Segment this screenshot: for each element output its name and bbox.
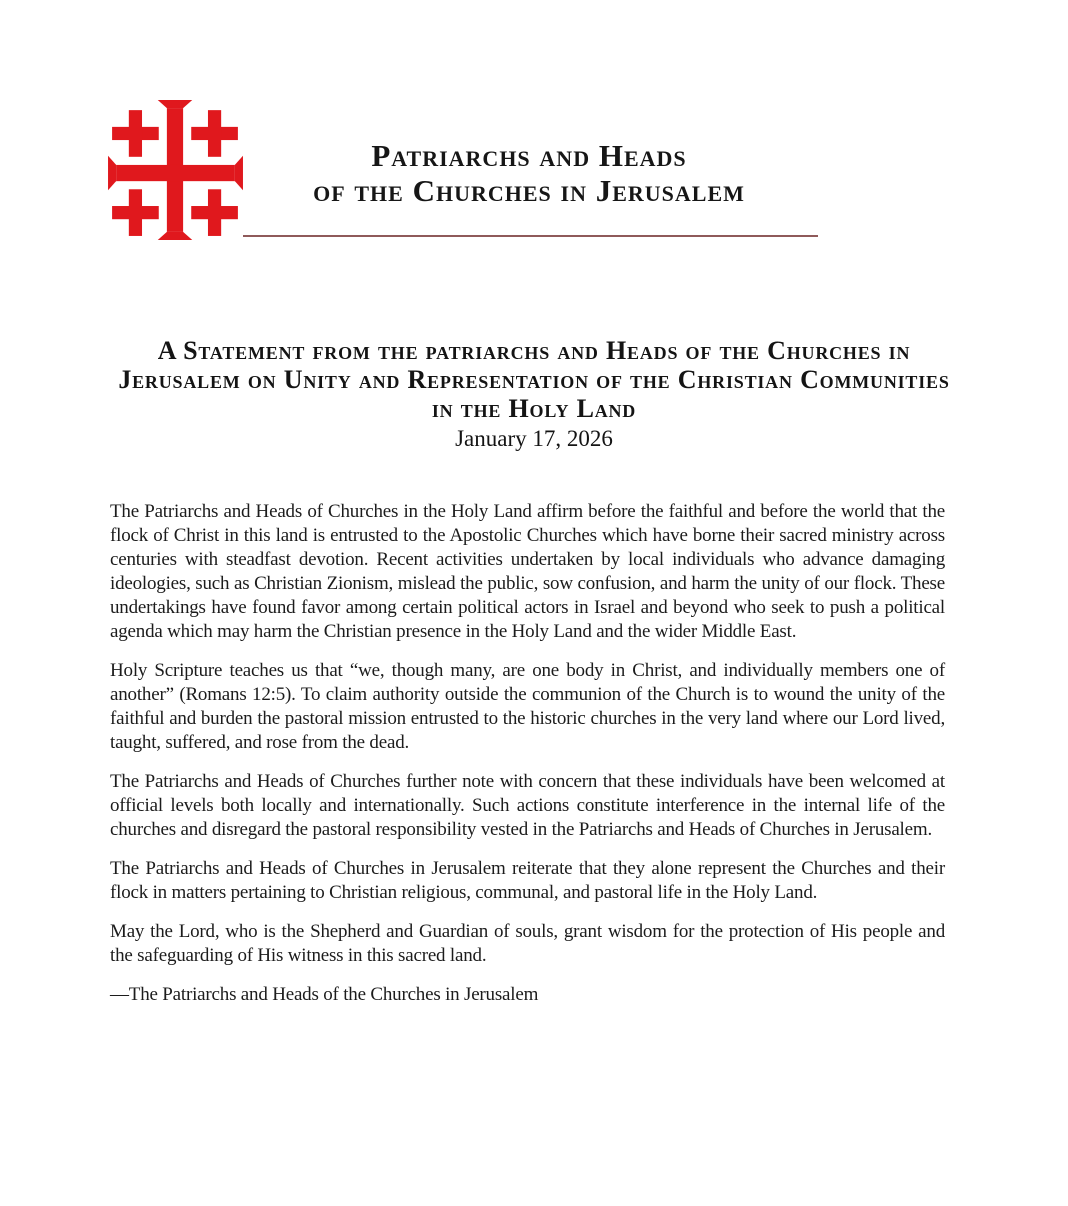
header-divider: [243, 235, 818, 237]
org-name: [240, 138, 818, 208]
statement-paragraph: Holy Scripture teaches us that “we, though many, are one body in Christ, and individually members one of another” (Romans 12:5). To claim authority outside the communion of the Church is to wound the unity of the faithful and burden the pastoral mission entrusted to the historic churches in the very land where our Lord lived, taught, suffered, and rose from the dead.: [110, 660, 945, 753]
jerusalem-cross-icon: [106, 97, 245, 243]
org-name-line: Patriarchs and Heads: [371, 138, 687, 173]
org-name-line: of the Churches in Jerusalem: [313, 173, 745, 208]
statement-title-line: Jerusalem on Unity and Representation of the Christian Communities: [118, 365, 950, 394]
statement-title-line: A Statement from the patriarchs and Heads of the Churches in: [157, 336, 911, 365]
statement-paragraphs: [110, 500, 945, 968]
statement-paragraph: The Patriarchs and Heads of Churches in Jerusalem reiterate that they alone represent the Churches and their flock in matters pertaining to Christian religious, communal, and pastoral life in the Holy Land.: [110, 858, 945, 903]
statement-paragraph: May the Lord, who is the Shepherd and Guardian of souls, grant wisdom for the protection of His people and the safeguarding of His witness in this sacred land.: [110, 921, 945, 966]
statement-title-block: [110, 336, 958, 454]
statement-paragraph: The Patriarchs and Heads of Churches further note with concern that these individuals have been welcomed at official levels both locally and internationally. Such actions constitute interference in the internal life of the churches and disregard the pastoral responsibility vested in the Patriarchs and Heads of Churches in Jerusalem.: [110, 771, 945, 840]
statement-paragraph: The Patriarchs and Heads of Churches in the Holy Land affirm before the faithful and before the world that the flock of Christ in this land is entrusted to the Apostolic Churches which have borne their sacred ministry across centuries with steadfast devotion. Recent activities undertaken by local individuals who advance damaging ideologies, such as Christian Zionism, mislead the public, sow confusion, and harm the unity of our flock. These undertakings have found favor among certain political actors in Israel and beyond who seek to push a political agenda which may harm the Christian presence in the Holy Land and the wider Middle East.: [110, 501, 945, 642]
statement-date: January 17, 2026: [455, 426, 613, 451]
statement-title-line: in the Holy Land: [431, 394, 637, 423]
statement-signature: —The Patriarchs and Heads of the Churches in Jerusalem: [110, 984, 539, 1005]
statement-body: [110, 500, 945, 1007]
statement-title: [110, 336, 958, 423]
